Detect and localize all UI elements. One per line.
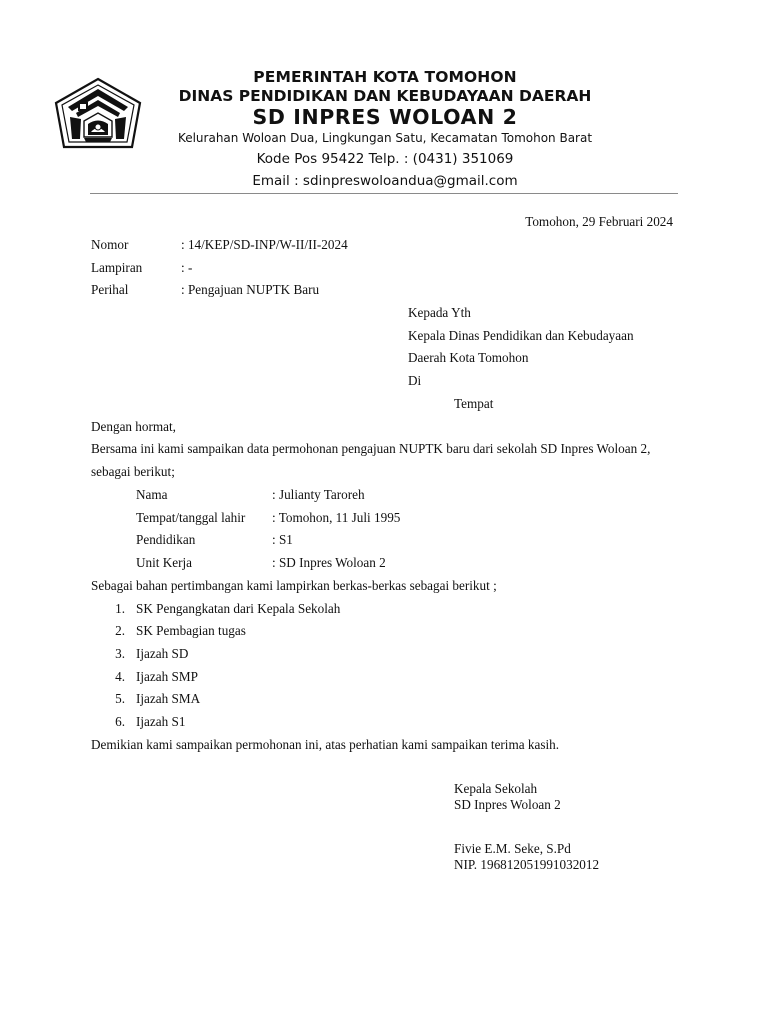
applicant-row [91,509,681,532]
list-text: Ijazah SMA [136,691,201,707]
applicant-label: Nama [136,487,168,503]
tomohon-city-emblem-icon [54,77,142,151]
school-email: Email : sdinpreswoloandua@gmail.com [252,173,518,189]
recipient-line: Daerah Kota Tomohon [408,350,529,366]
signature-school: SD Inpres Woloan 2 [454,796,561,812]
government-name: PEMERINTAH KOTA TOMOHON [253,68,517,86]
signature-space [454,812,599,841]
letterhead [150,68,620,192]
list-text: SK Pengangkatan dari Kepala Sekolah [136,600,341,616]
recipient-line: Tempat [454,395,494,411]
applicant-value: : Tomohon, 11 Juli 1995 [272,509,401,525]
list-item [91,645,681,668]
list-item [91,622,681,645]
list-number: 3. [115,645,125,661]
recipient-line: Kepada Yth [408,305,471,320]
list-number: 1. [115,600,125,616]
school-name: SD INPRES WOLOAN 2 [252,105,518,129]
meta-label: Perihal [91,282,129,298]
meta-label: Lampiran [91,259,143,275]
closing-sentence: Demikian kami sampaikan permohonan ini, atas perhatian kami sampaikan terima kasih. [91,736,560,752]
list-item [91,713,681,736]
list-number: 5. [115,691,125,707]
letterhead-divider [90,193,678,194]
applicant-label: Pendidikan [136,532,196,548]
meta-value: : - [181,259,193,275]
list-number: 2. [115,623,125,639]
recipient-block [408,304,634,417]
list-number: 6. [115,714,125,730]
letter-date: Tomohon, 29 Februari 2024 [525,214,673,229]
meta-label: Nomor [91,237,129,252]
agency-name: DINAS PENDIDIKAN DAN KEBUDAYAAN DAERAH [178,87,592,105]
applicant-value: : Julianty Taroreh [272,487,365,503]
attachments-list [91,600,681,736]
applicant-row [91,554,681,577]
list-number: 4. [115,668,125,684]
list-item [91,600,681,623]
intro-paragraph: Bersama ini kami sampaikan data permohonan pengajuan NUPTK baru dari sekolah SD Inpres Woloan 2, sebagai berikut; [91,441,651,480]
list-text: Ijazah SMP [136,668,198,684]
signatory-nip: NIP. 196812051991032012 [454,856,600,872]
recipient-line: Di [408,373,422,389]
applicant-value: : S1 [272,532,293,548]
list-item [91,668,681,691]
attachments-intro: Sebagai bahan pertimbangan kami lampirkan berkas-berkas sebagai berikut ; [91,577,497,593]
signature-title: Kepala Sekolah [454,781,538,796]
applicant-label: Unit Kerja [136,555,193,571]
school-address: Kelurahan Woloan Dua, Lingkungan Satu, Kecamatan Tomohon Barat [177,131,593,145]
recipient-line: Kepala Dinas Pendidikan dan Kebudayaan [408,327,634,343]
applicant-data [91,486,681,577]
school-contact: Kode Pos 95422 Telp. : (0431) 351069 [256,151,514,167]
list-text: Ijazah SD [136,645,189,661]
meta-value: : Pengajuan NUPTK Baru [181,282,320,298]
greeting: Dengan hormat, [91,419,176,434]
meta-value: : 14/KEP/SD-INP/W-II/II-2024 [181,237,348,252]
signatory-name: Fivie E.M. Seke, S.Pd [454,841,571,856]
applicant-row [91,531,681,554]
list-item [91,690,681,713]
applicant-value: : SD Inpres Woloan 2 [272,555,386,571]
list-text: SK Pembagian tugas [136,623,246,639]
applicant-row [91,486,681,509]
applicant-label: Tempat/tanggal lahir [136,509,246,525]
signature-block [454,781,599,872]
letter-body [91,418,681,758]
list-text: Ijazah S1 [136,714,186,730]
